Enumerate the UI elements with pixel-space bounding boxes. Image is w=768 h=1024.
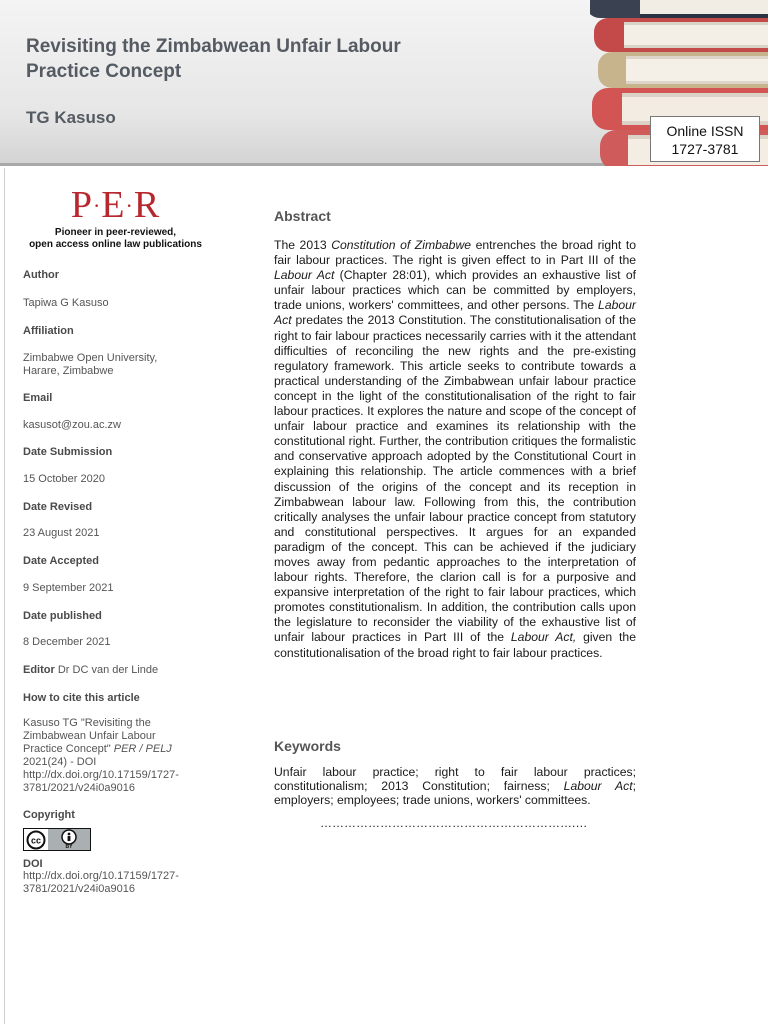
- issn-number: 1727-3781: [671, 141, 739, 157]
- editor-line: [23, 663, 158, 677]
- date-submission-value: 15 October 2020: [23, 473, 105, 485]
- editor-value: Dr DC van der Linde: [57, 664, 159, 676]
- date-accepted-label: Date Accepted: [23, 555, 100, 567]
- per-logo: [23, 186, 208, 251]
- copyright-label: Copyright: [23, 809, 75, 821]
- cite-value: [23, 717, 203, 795]
- cite-doi-link-1[interactable]: http://dx.doi.org/10.17159/1727-: [23, 769, 179, 781]
- doi-value: [23, 870, 203, 896]
- title-line-1: Revisiting the Zimbabwean Unfair Labour: [26, 36, 401, 57]
- cc-icon: [24, 829, 48, 850]
- date-revised-label: Date Revised: [23, 501, 93, 513]
- email-link[interactable]: kasusot@zou.ac.zw: [23, 419, 121, 431]
- by-icon: [48, 829, 90, 850]
- date-submission-label: Date Submission: [23, 446, 113, 458]
- cite-line-3a: Practice Concept": [23, 743, 114, 755]
- affiliation-line-2: Harare, Zimbabwe: [23, 365, 114, 377]
- cite-line-1: Kasuso TG "Revisiting the: [23, 717, 151, 729]
- by-text: BY: [65, 844, 73, 850]
- abstract-italic-1: Constitution of Zimbabwe: [331, 238, 472, 252]
- author-label: Author: [23, 269, 60, 281]
- abstract-heading: Abstract: [274, 208, 331, 224]
- keywords-text: [274, 765, 636, 808]
- doi-link-1[interactable]: http://dx.doi.org/10.17159/1727-: [23, 870, 179, 882]
- abstract-italic-3: Labour Act: [274, 298, 636, 328]
- per-logo-mark: [23, 186, 208, 227]
- keywords-heading: Keywords: [274, 738, 341, 754]
- logo-letter-p: P: [70, 184, 93, 226]
- issn-label: Online ISSN: [666, 123, 744, 139]
- journal-header-banner: [0, 0, 768, 166]
- abstract-text-2: entrenches the broad right to fair labour practices. The right is given effect to in Part III of the: [274, 238, 637, 268]
- issn-box: [650, 116, 760, 162]
- cite-journal: PER / PELJ: [113, 743, 172, 755]
- header-author: TG Kasuso: [26, 108, 116, 127]
- affiliation-value: [23, 352, 203, 378]
- tagline-line-2: open access online law publications: [29, 239, 202, 251]
- date-published-value: 8 December 2021: [23, 636, 111, 648]
- abstract-text-4: predates the 2013 Constitution. The constitutionalisation of the right to fair labour practices necessarily carries with it the attendant difficulties of reconciling the new rights and the pre-existing regulatory framework. This article seeks to contribute towards a practical understanding of the Zimbabwean unfair labour practice concept in the light of the constitutionalisation of the right to fair labour practices. It explores the nature and scope of the concept of unfair labour practice and examines its relationship with the constitutional right. Further, the contribution critiques the formalistic and conservative approach adopted by the Constitutional Court in explaining this relationship. The article commences with a brief discussion of the origins of the concept and its reception in Zimbabwean labour law. Following from this, the contribution critically analyses the unfair labour practice concept from statutory and constitutional perspectives. It argues for an expanded paradigm of the concept. This can be achieved if the judiciary moves away from pedantic approaches to the interpretation of labour rights. Therefore, the clarion call is for a purposive and expansive interpretation of the right to fair labour practices, which promotes constitutionalism. In addition, the contribution calls upon the legislature to reconsider the viability of the exhaustive list of unfair labour practices in Part III of the: [274, 313, 636, 645]
- title-line-2: Practice Concept: [26, 61, 182, 82]
- abstract-text-5: given the constitutionalisation of the broad right to fair labour practices.: [274, 630, 636, 660]
- article-info-sidebar: [23, 184, 208, 895]
- editor-label: Editor: [23, 664, 55, 676]
- cc-circle-icon: [26, 830, 46, 850]
- svg-text:cc: cc: [30, 835, 42, 845]
- abstract-italic-4: Labour Act,: [510, 630, 577, 645]
- logo-letter-r: R: [133, 184, 161, 226]
- logo-dot: ·: [92, 193, 102, 219]
- cite-line-3: [23, 743, 203, 756]
- separator-dots: ……………………………………………………….…: [320, 816, 588, 830]
- logo-tagline: [23, 227, 208, 251]
- abstract-text-3: (Chapter 28:01), which provides an exhaustive list of unfair labour practices which can be committed by employers, trade unions, workers' committees, and other persons. The: [274, 268, 636, 313]
- keywords-text-2: ; employers; employees; trade unions, workers' committees.: [274, 779, 636, 808]
- doi-label: DOI: [23, 858, 43, 870]
- date-accepted-value: 9 September 2021: [23, 582, 114, 594]
- cite-line-4: 2021(24) - DOI: [23, 756, 97, 768]
- left-border-line: [4, 168, 5, 1024]
- abstract-text-1: The 2013: [274, 238, 332, 252]
- doi-link-2[interactable]: 3781/2021/v24i0a9016: [23, 883, 135, 895]
- article-title: [26, 34, 506, 84]
- affiliation-label: Affiliation: [23, 325, 74, 337]
- cite-doi-link-2[interactable]: 3781/2021/v24i0a9016: [23, 782, 135, 794]
- keywords-text-1: Unfair labour practice; right to fair labour practices; constitutionalism; 2013 Constitution; fairness;: [274, 765, 636, 794]
- cite-line-2: Zimbabwean Unfair Labour: [23, 730, 156, 742]
- date-published-label: Date published: [23, 610, 102, 622]
- logo-letter-e: E: [101, 184, 126, 226]
- cite-label: How to cite this article: [23, 692, 140, 704]
- abstract-text: [274, 238, 636, 661]
- logo-dot: ·: [125, 193, 134, 219]
- affiliation-line-1: Zimbabwe Open University,: [23, 352, 158, 364]
- author-value: Tapiwa G Kasuso: [23, 297, 109, 309]
- abstract-italic-2: Labour Act: [274, 268, 335, 283]
- date-revised-value: 23 August 2021: [23, 527, 100, 539]
- tagline-line-1: Pioneer in peer-reviewed,: [54, 227, 177, 239]
- email-label: Email: [23, 392, 53, 404]
- keywords-italic: Labour Act: [563, 779, 633, 794]
- cc-by-license-badge[interactable]: [23, 828, 91, 851]
